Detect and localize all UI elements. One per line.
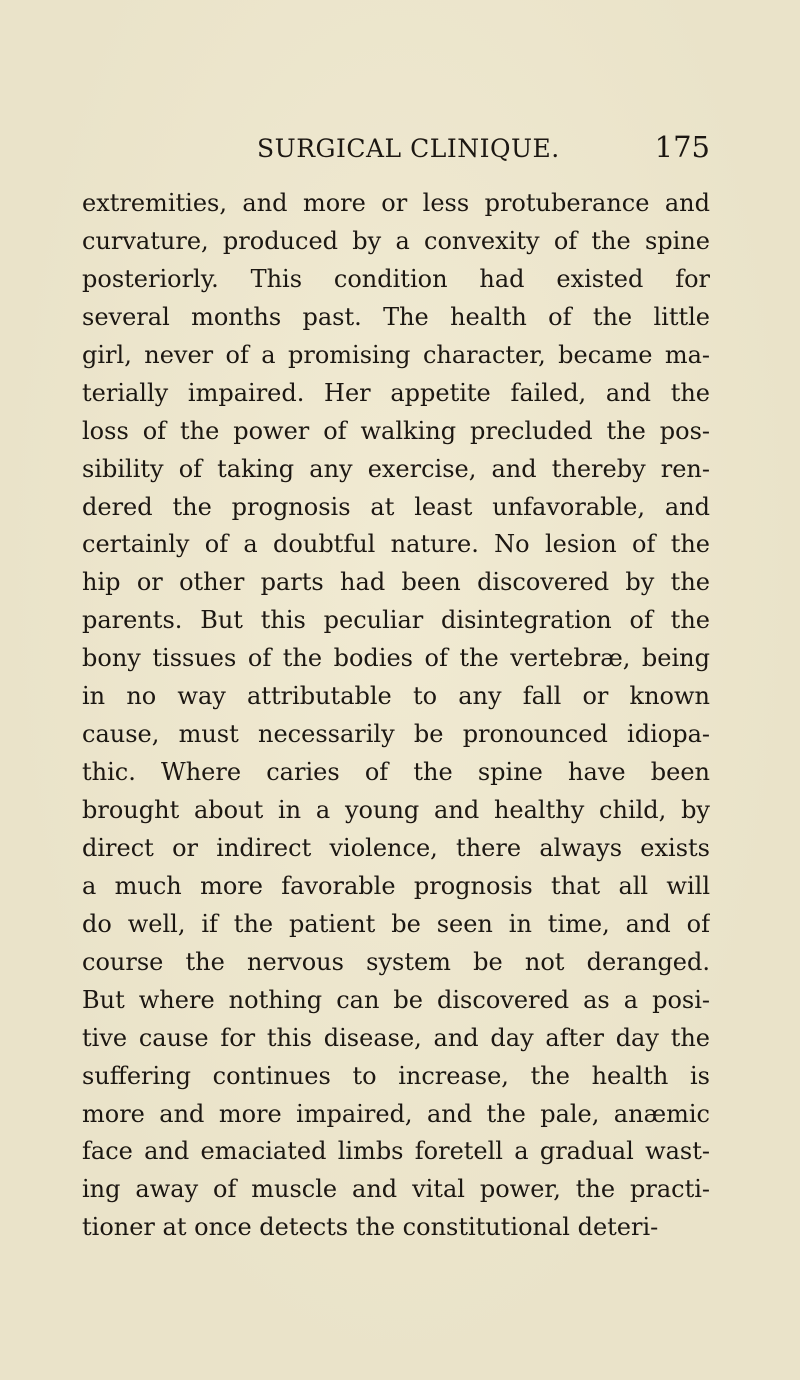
text-line: curvature, produced by a convexity of the spine [82,226,710,255]
text-line: extremities, and more or less protuberance and [82,189,710,217]
text-line: But where nothing can be discovered as a posi- [82,985,710,1014]
text-line: posteriorly. This condition had existed for [82,264,710,293]
text-line: terially impaired. Her appetite failed, and the [82,378,710,407]
text-line: face and emaciated limbs foretell a gradual wast- [82,1137,710,1166]
text-line: cause, must necessarily be pronounced idiopa- [82,720,710,749]
text-line: direct or indirect violence, there always exists [82,833,710,862]
page-number: 175 [654,130,710,164]
running-head-title: SURGICAL CLINIQUE. [257,134,560,163]
text-line: more and more impaired, and the pale, anæmic [82,1099,710,1128]
text-line: tive cause for this disease, and day after day the [82,1023,710,1052]
text-line: sibility of taking any exercise, and thereby ren- [82,454,710,483]
text-line: a much more favorable prognosis that all will [82,871,710,900]
text-line: loss of the power of walking precluded the pos- [82,416,710,445]
text-line: in no way attributable to any fall or known [82,682,710,711]
text-line: suffering continues to increase, the health is [82,1061,710,1090]
text-line: tioner at once detects the constitutional deteri- [82,1213,659,1242]
text-line: brought about in a young and healthy child, by [82,796,710,824]
text-line: dered the prognosis at least unfavorable, and [82,492,710,521]
text-line: certainly of a doubtful nature. No lesion of the [82,530,710,559]
text-line: thic. Where caries of the spine have been [82,758,710,787]
text-line: bony tissues of the bodies of the vertebræ, being [82,644,710,673]
body-text [82,185,710,1247]
text-line: parents. But this peculiar disintegration of the [82,606,710,635]
running-head [82,130,710,166]
text-line: do well, if the patient be seen in time, and of [82,909,710,938]
text-line: hip or other parts had been discovered by the [82,568,710,597]
text-line: several months past. The health of the little [82,302,710,331]
text-line: girl, never of a promising character, became ma- [82,340,710,369]
text-line: course the nervous system be not deranged. [82,947,710,976]
text-line: ing away of muscle and vital power, the practi- [82,1175,710,1204]
